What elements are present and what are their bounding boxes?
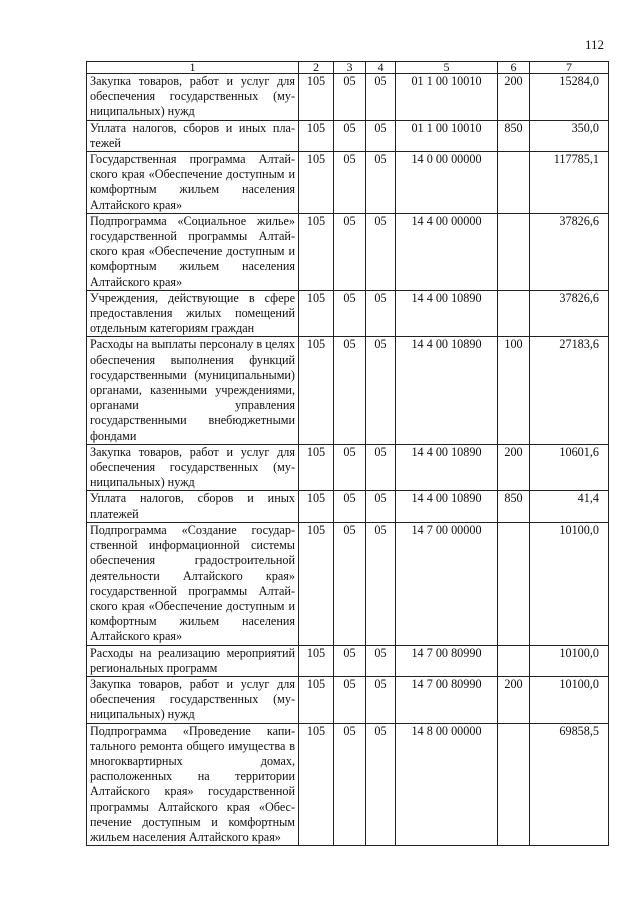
item-name-cell: Государственная программа Алтайского края «Обеспечение доступным и комфортным жильем населения Алтайского края» [87,152,299,214]
code-4-cell: 05 [366,213,396,290]
budget-table [86,61,609,846]
amount-cell: 10100,0 [530,522,609,645]
target-code-cell: 14 4 00 00000 [396,213,498,290]
code-3-cell: 05 [334,74,366,121]
amount-cell: 69858,5 [530,723,609,846]
column-header-3: 3 [334,62,366,74]
target-code-cell: 14 0 00 00000 [396,152,498,214]
target-code-cell: 01 1 00 10010 [396,120,498,151]
code-3-cell: 05 [334,213,366,290]
table-row [87,522,609,645]
code-3-cell: 05 [334,522,366,645]
amount-cell: 41,4 [530,491,609,522]
target-code-cell: 14 7 00 80990 [396,676,498,723]
code-4-cell: 05 [366,491,396,522]
item-name-cell: Расходы на выплаты персоналу в целях обеспечения выполнения функций государственными (муниципальными) органами, казенными учреждениями, органами управления государственными внебюджетными фондами [87,337,299,444]
expense-type-cell [498,290,530,337]
column-header-6: 6 [498,62,530,74]
code-2-cell: 105 [299,491,334,522]
table-row [87,645,609,676]
code-4-cell: 05 [366,74,396,121]
code-3-cell: 05 [334,645,366,676]
item-name-cell: Подпрограмма «Создание государственной информационной системы обеспечения градостроительной деятельности Алтайского края» государственной программы Алтайского края «Обеспечение доступным и комфортным жильем населения Алтайского края» [87,522,299,645]
code-3-cell: 05 [334,491,366,522]
target-code-cell: 14 7 00 80990 [396,645,498,676]
amount-cell: 350,0 [530,120,609,151]
code-4-cell: 05 [366,444,396,491]
item-name-cell: Закупка товаров, работ и услуг для обеспечения государственных (муниципальных) нужд [87,444,299,491]
code-4-cell: 05 [366,676,396,723]
column-header-4: 4 [366,62,396,74]
code-4-cell: 05 [366,120,396,151]
table-header-row [87,62,609,74]
column-header-1: 1 [87,62,299,74]
code-4-cell: 05 [366,522,396,645]
target-code-cell: 14 4 00 10890 [396,290,498,337]
table-row [87,213,609,290]
column-header-2: 2 [299,62,334,74]
item-name-cell: Расходы на реализацию мероприятий региональных программ [87,645,299,676]
code-3-cell: 05 [334,290,366,337]
expense-type-cell [498,152,530,214]
code-3-cell: 05 [334,723,366,846]
item-name-cell: Уплата налогов, сборов и иных платежей [87,491,299,522]
table-row [87,491,609,522]
expense-type-cell: 200 [498,444,530,491]
code-2-cell: 105 [299,676,334,723]
code-4-cell: 05 [366,723,396,846]
code-3-cell: 05 [334,120,366,151]
item-name-cell: Подпрограмма «Проведение капитального ремонта общего имущества в многоквартирных домах, расположенных на территории Алтайского края» государственной программы Алтайского края «Обеспечение доступным и комфортным жильем населения Алтайского края» [87,723,299,846]
code-2-cell: 105 [299,337,334,444]
table-row [87,444,609,491]
amount-cell: 15284,0 [530,74,609,121]
amount-cell: 117785,1 [530,152,609,214]
expense-type-cell [498,213,530,290]
code-4-cell: 05 [366,152,396,214]
code-2-cell: 105 [299,444,334,491]
table-row [87,676,609,723]
code-2-cell: 105 [299,723,334,846]
code-2-cell: 105 [299,152,334,214]
table-row [87,290,609,337]
amount-cell: 27183,6 [530,337,609,444]
code-2-cell: 105 [299,290,334,337]
table-row [87,120,609,151]
page-number: 112 [584,37,604,52]
amount-cell: 37826,6 [530,290,609,337]
code-2-cell: 105 [299,74,334,121]
amount-cell: 10100,0 [530,676,609,723]
amount-cell: 10100,0 [530,645,609,676]
code-4-cell: 05 [366,645,396,676]
code-3-cell: 05 [334,676,366,723]
code-2-cell: 105 [299,120,334,151]
column-header-5: 5 [396,62,498,74]
amount-cell: 10601,6 [530,444,609,491]
column-header-7: 7 [530,62,609,74]
code-3-cell: 05 [334,444,366,491]
expense-type-cell: 200 [498,74,530,121]
expense-type-cell: 850 [498,120,530,151]
code-2-cell: 105 [299,213,334,290]
target-code-cell: 14 4 00 10890 [396,444,498,491]
expense-type-cell: 100 [498,337,530,444]
table-row [87,723,609,846]
table-row [87,152,609,214]
code-2-cell: 105 [299,645,334,676]
item-name-cell: Уплата налогов, сборов и иных платежей [87,120,299,151]
expense-type-cell [498,522,530,645]
expense-type-cell: 200 [498,676,530,723]
item-name-cell: Закупка товаров, работ и услуг для обеспечения государственных (муниципальных) нужд [87,74,299,121]
item-name-cell: Подпрограмма «Социальное жилье» государственной программы Алтайского края «Обеспечение доступным и комфортным жильем населения Алтайского края» [87,213,299,290]
amount-cell: 37826,6 [530,213,609,290]
code-3-cell: 05 [334,337,366,444]
code-3-cell: 05 [334,152,366,214]
expense-type-cell: 850 [498,491,530,522]
target-code-cell: 14 7 00 00000 [396,522,498,645]
item-name-cell: Закупка товаров, работ и услуг для обеспечения государственных (муниципальных) нужд [87,676,299,723]
target-code-cell: 14 8 00 00000 [396,723,498,846]
expense-type-cell [498,645,530,676]
target-code-cell: 01 1 00 10010 [396,74,498,121]
code-4-cell: 05 [366,337,396,444]
expense-type-cell [498,723,530,846]
code-4-cell: 05 [366,290,396,337]
item-name-cell: Учреждения, действующие в сфере предоставления жилых помещений отдельным категориям граждан [87,290,299,337]
code-2-cell: 105 [299,522,334,645]
target-code-cell: 14 4 00 10890 [396,491,498,522]
target-code-cell: 14 4 00 10890 [396,337,498,444]
table-row [87,74,609,121]
table-row [87,337,609,444]
